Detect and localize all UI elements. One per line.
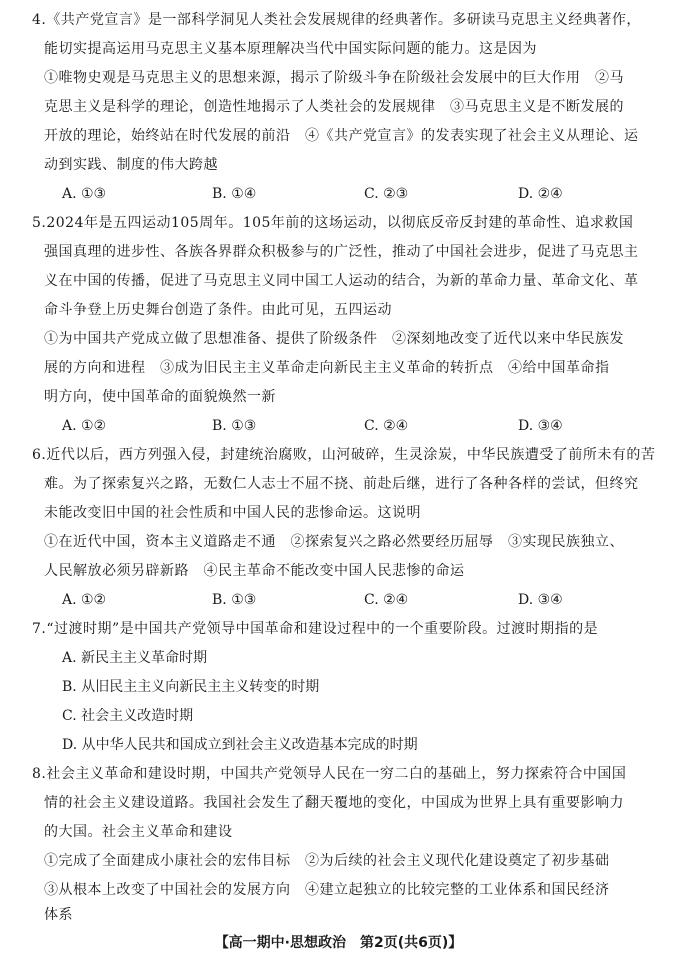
q4-stem-line-1: 4.《共产党宣言》是一部科学洞见人类社会发展规律的经典著作。多研读马克思主义经典著作， — [32, 12, 641, 28]
q5-stem-line-4: 命斗争登上历史舞台创造了条件。由此可见，五四运动 — [44, 302, 392, 318]
q8-stem-line-6: 体系 — [44, 907, 73, 923]
q4-stem-line-6: 动到实践、制度的伟大跨越 — [44, 157, 218, 173]
q4-stem-line-3: ①唯物史观是马克思主义的思想来源，揭示了阶级斗争在阶级社会发展中的巨大作用 ②马 — [44, 70, 624, 86]
q5-stem-line-5: ①为中国共产党成立做了思想准备、提供了阶级条件 ②深刻地改变了近代以来中华民族发 — [44, 331, 624, 347]
q4-stem-line-4: 克思主义是科学的理论，创造性地揭示了人类社会的发展规律 ③马克思主义是不断发展的 — [44, 99, 624, 115]
q6-option-a: A. ①② — [62, 592, 107, 608]
q8-stem-line-1: 8.社会主义革命和建设时期，中国共产党领导人民在一穷二白的基础上，努力探索符合中国国 — [32, 766, 627, 782]
q5-option-b: B. ①③ — [212, 418, 257, 434]
q8-stem-line-4: ①完成了全面建成小康社会的宏伟目标 ②为后续的社会主义现代化建设奠定了初步基础 — [44, 853, 610, 869]
q6-option-c: C. ②④ — [364, 592, 409, 608]
q4-option-a: A. ①③ — [62, 186, 107, 202]
q6-stem-line-4: ①在近代中国，资本主义道路走不通 ②探索复兴之路必然要经历屈辱 ③实现民族独立、 — [44, 534, 624, 550]
q5-option-c: C. ②④ — [364, 418, 409, 434]
q7-option-c: C. 社会主义改造时期 — [62, 708, 194, 724]
q7-option-b: B. 从旧民主主义向新民主主义转变的时期 — [62, 679, 320, 695]
q6-option-d: D. ③④ — [518, 592, 563, 608]
q5-option-a: A. ①② — [62, 418, 107, 434]
q4-option-c: C. ②③ — [364, 186, 409, 202]
q6-stem-line-2: 难。为了探索复兴之路，无数仁人志士不屈不挠、前赴后继，进行了各种各样的尝试，但终究 — [44, 476, 639, 492]
q6-stem-line-3: 未能改变旧中国的社会性质和中国人民的悲惨命运。这说明 — [44, 505, 421, 521]
q4-stem-line-5: 开放的理论，始终站在时代发展的前沿 ④《共产党宣言》的发表实现了社会主义从理论、运 — [44, 128, 639, 144]
q5-stem-line-1: 5.2024年是五四运动105周年。105年前的这场运动，以彻底反帝反封建的革命性、追求救国 — [32, 215, 634, 231]
q6-option-b: B. ①③ — [212, 592, 257, 608]
q8-stem-line-5: ③从根本上改变了中国社会的发展方向 ④建立起独立的比较完整的工业体系和国民经济 — [44, 882, 610, 898]
q5-stem-line-7: 明方向，使中国革命的面貌焕然一新 — [44, 389, 276, 405]
q6-stem-line-5: 人民解放必须另辟新路 ④民主革命不能改变中国人民悲惨的命运 — [44, 563, 465, 579]
q5-stem-line-2: 强国真理的进步性、各族各界群众积极参与的广泛性，推动了中国社会进步，促进了马克思主 — [44, 244, 639, 260]
q7-stem-line-1: 7.“过渡时期”是中国共产党领导中国革命和建设过程中的一个重要阶段。过渡时期指的是 — [32, 621, 599, 637]
q4-option-b: B. ①④ — [212, 186, 257, 202]
q4-stem-line-2: 能切实提高运用马克思主义基本原理解决当代中国实际问题的能力。这是因为 — [44, 41, 537, 57]
q7-option-d: D. 从中华人民共和国成立到社会主义改造基本完成的时期 — [62, 737, 418, 753]
q6-stem-line-1: 6.近代以后，西方列强入侵，封建统治腐败，山河破碎，生灵涂炭，中华民族遭受了前所未有的苦 — [32, 447, 656, 463]
q5-option-d: D. ③④ — [518, 418, 563, 434]
q5-stem-line-6: 展的方向和进程 ③成为旧民主主义革命走向新民主主义革命的转折点 ④给中国革命指 — [44, 360, 610, 376]
q8-stem-line-3: 的大国。社会主义革命和建设 — [44, 824, 233, 840]
q4-option-d: D. ②④ — [518, 186, 563, 202]
q8-stem-line-2: 情的社会主义建设道路。我国社会发生了翻天覆地的变化，中国成为世界上具有重要影响力 — [44, 795, 624, 811]
q5-stem-line-3: 义在中国的传播，促进了马克思主义同中国工人运动的结合，为新的革命力量、革命文化、革 — [44, 273, 639, 289]
q7-option-a: A. 新民主主义革命时期 — [62, 650, 208, 666]
page-footer: 【高一期中·思想政治 第2页(共6页)】 — [214, 935, 463, 951]
